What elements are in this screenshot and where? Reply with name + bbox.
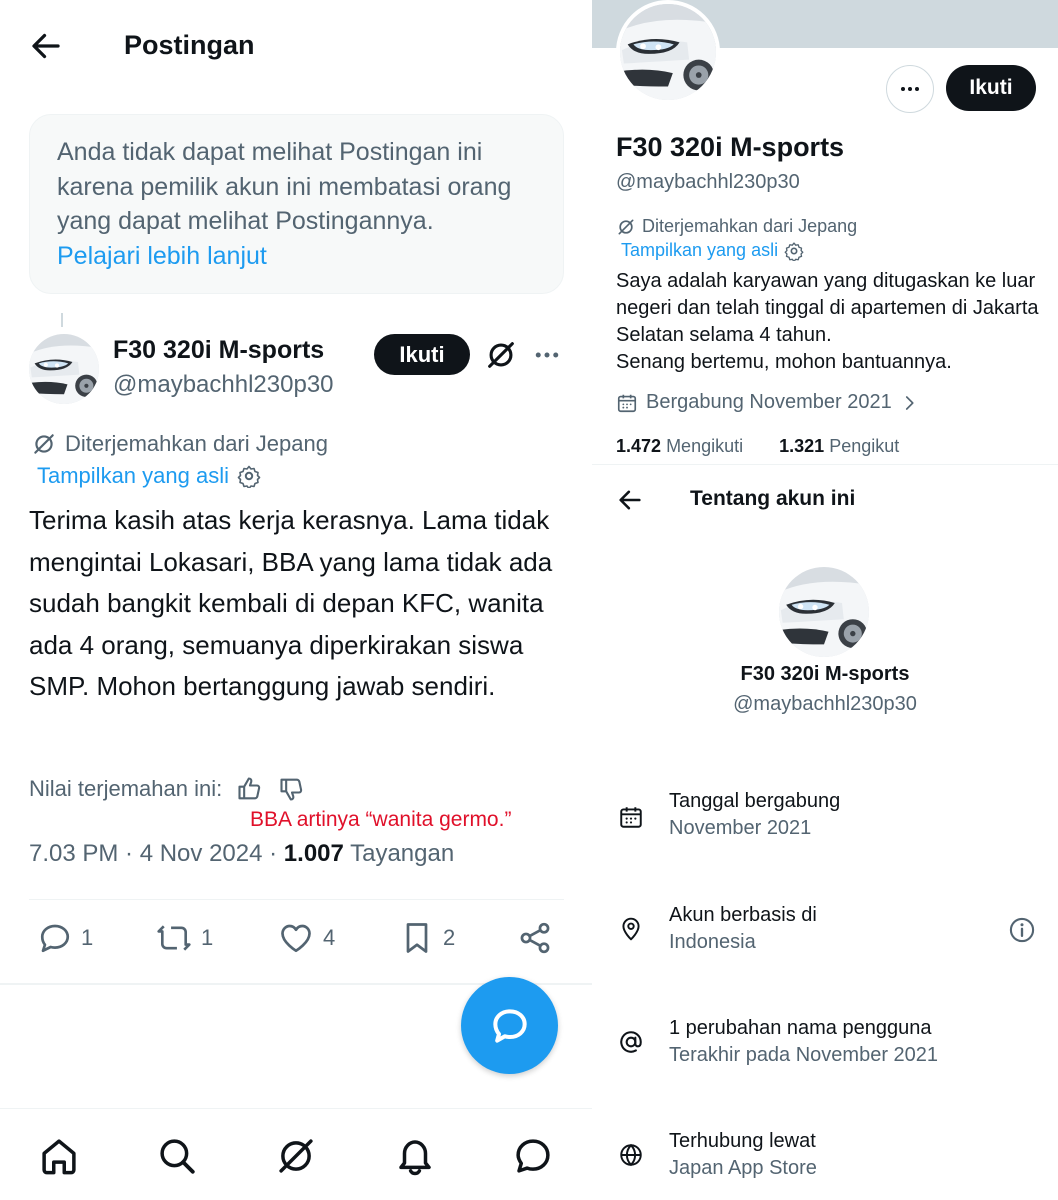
bio-show-original-label[interactable]: Tampilkan yang asli <box>621 240 779 260</box>
grok-icon <box>31 431 57 457</box>
timestamp[interactable]: 7.03 PM · 4 Nov 2024 · <box>29 840 284 867</box>
calendar-icon <box>616 392 638 414</box>
followers-label: Pengikut <box>829 436 900 456</box>
post-text: Terima kasih atas kerja kerasnya. Lama tidak mengintai Lokasari, BBA yang lama tidak ada sudah bangkit kembali di depan KFC, wanita ada 4 orang, semuanya diperkirakan siswa SMP. Mohon bertanggung jawab sendiri. <box>29 505 553 701</box>
about-item-location <box>592 902 1058 962</box>
rate-label: Nilai terjemahan ini: <box>29 776 223 801</box>
heart-icon <box>277 920 315 956</box>
at-sign-icon <box>618 1029 644 1055</box>
thread-connector <box>61 313 63 327</box>
grok-icon <box>616 217 636 237</box>
learn-more-link[interactable]: Pelajari lebih lanjut <box>57 241 267 270</box>
repost-button[interactable] <box>155 920 213 956</box>
join-date[interactable] <box>616 391 918 414</box>
about-item-label: Akun berbasis di <box>669 904 817 926</box>
about-item-label: Terhubung lewat <box>669 1130 816 1152</box>
about-avatar <box>779 567 869 657</box>
profile-bio: Saya adalah karyawan yang ditugaskan ke luar negeri dan telah tinggal di apartemen di Jakarta Selatan selama 4 tahun. Senang bertemu, mohon bantuannya. <box>616 270 1039 373</box>
messages-icon[interactable] <box>512 1135 554 1177</box>
about-item-value: November 2021 <box>669 817 812 839</box>
bookmark-icon <box>399 920 435 956</box>
thumbs-up-icon[interactable] <box>236 775 264 803</box>
thumbs-down-icon[interactable] <box>278 775 306 803</box>
about-name: F30 320i M-sports <box>740 663 910 685</box>
translated-notice <box>31 431 328 457</box>
profile-panel <box>592 0 1058 1200</box>
profile-more-button[interactable] <box>886 65 934 113</box>
repost-icon <box>155 920 193 956</box>
followers-count: 1.321 <box>779 436 825 456</box>
following-link[interactable] <box>616 436 743 456</box>
notice-text: Anda tidak dapat melihat Postingan ini karena pemilik akun ini membatasi orang yang dapat melihat Postingannya. <box>57 138 512 235</box>
annotation-note: BBA artinya “wanita germo.” <box>250 808 512 831</box>
follow-stats <box>616 436 899 457</box>
calendar-icon <box>618 804 644 830</box>
info-icon[interactable] <box>1008 916 1036 944</box>
followers-link[interactable] <box>779 436 899 456</box>
author-handle[interactable]: @maybachhl230p30 <box>113 371 334 398</box>
about-item-label: Tanggal bergabung <box>669 790 841 812</box>
reply-plus-icon <box>488 1004 532 1048</box>
compose-reply-button[interactable] <box>461 977 558 1074</box>
bookmark-button[interactable] <box>399 920 455 956</box>
more-options-icon[interactable] <box>532 340 562 370</box>
bio-show-original-link[interactable] <box>621 240 804 261</box>
like-count: 4 <box>323 925 336 950</box>
grok-icon[interactable] <box>275 1135 317 1177</box>
join-date-label: Bergabung November 2021 <box>646 391 892 413</box>
grok-icon[interactable] <box>484 338 518 372</box>
following-label: Mengikuti <box>666 436 744 456</box>
bookmark-count: 2 <box>443 925 456 950</box>
back-arrow-icon[interactable] <box>28 28 64 64</box>
action-bar <box>29 920 564 964</box>
profile-name: F30 320i M-sports <box>616 132 845 162</box>
about-item-value: Indonesia <box>669 931 756 953</box>
like-button[interactable] <box>277 920 335 956</box>
gear-icon[interactable] <box>237 464 261 488</box>
about-item-value: Terakhir pada November 2021 <box>669 1044 939 1066</box>
profile-follow-button[interactable]: Ikuti <box>946 65 1036 111</box>
bio-translated-notice <box>616 216 857 237</box>
about-item-connected-via <box>592 1128 1058 1188</box>
about-title: Tentang akun ini <box>690 487 856 510</box>
more-options-icon <box>898 77 922 101</box>
page-title: Postingan <box>124 30 255 60</box>
avatar[interactable] <box>29 334 99 404</box>
share-button[interactable] <box>517 920 553 956</box>
show-original-label[interactable]: Tampilkan yang asli <box>37 463 229 488</box>
about-item-join-date <box>592 788 1058 848</box>
profile-avatar[interactable] <box>616 0 720 104</box>
views-label: Tayangan <box>350 840 455 867</box>
about-handle: @maybachhl230p30 <box>733 693 917 715</box>
rate-translation <box>29 775 306 803</box>
bio-translated-label: Diterjemahkan dari Jepang <box>642 216 858 236</box>
chevron-right-icon <box>900 394 918 412</box>
about-item-label: 1 perubahan nama pengguna <box>669 1017 932 1039</box>
following-count: 1.472 <box>616 436 662 456</box>
about-item-value: Japan App Store <box>669 1157 817 1179</box>
divider <box>29 899 564 900</box>
reply-icon <box>37 920 73 956</box>
author-name[interactable]: F30 320i M-sports <box>113 336 325 364</box>
search-icon[interactable] <box>156 1135 198 1177</box>
globe-icon <box>618 1142 644 1168</box>
reply-button[interactable] <box>37 920 93 956</box>
home-icon[interactable] <box>38 1135 80 1177</box>
notifications-bell-icon[interactable] <box>394 1135 436 1177</box>
translated-label: Diterjemahkan dari Jepang <box>65 431 328 456</box>
share-icon <box>517 920 553 956</box>
restricted-notice <box>29 114 564 294</box>
follow-button[interactable]: Ikuti <box>374 334 470 375</box>
bottom-nav <box>0 1108 592 1200</box>
location-pin-icon <box>618 916 644 942</box>
views-count: 1.007 <box>283 840 344 867</box>
post-meta <box>29 840 454 868</box>
back-arrow-icon[interactable] <box>616 486 644 514</box>
repost-count: 1 <box>201 925 214 950</box>
divider <box>592 464 1058 465</box>
profile-handle: @maybachhl230p30 <box>616 171 800 193</box>
reply-count: 1 <box>81 925 94 950</box>
about-item-username-changes <box>592 1015 1058 1075</box>
show-original-link[interactable] <box>37 463 261 489</box>
gear-icon[interactable] <box>784 241 804 261</box>
